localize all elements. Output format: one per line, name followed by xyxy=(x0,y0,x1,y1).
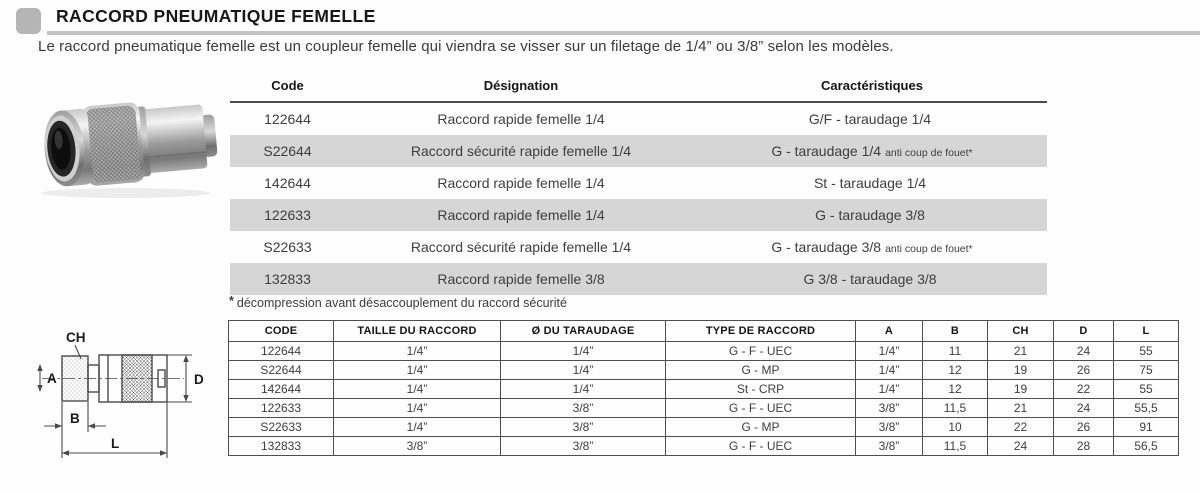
table-row xyxy=(229,361,1179,380)
table-row xyxy=(229,342,1179,361)
cell-caracteristiques xyxy=(697,271,1047,287)
col-d: D xyxy=(1054,321,1114,342)
column-header-designation: Désignation xyxy=(483,78,559,93)
products-table-header xyxy=(230,70,1047,103)
cell: S22644 xyxy=(229,361,334,380)
cell: 1/4” xyxy=(501,342,666,361)
cell: 132833 xyxy=(229,437,334,456)
cell-code: S22644 xyxy=(263,143,312,159)
cell: 24 xyxy=(988,437,1054,456)
cell: S22633 xyxy=(229,418,334,437)
label-ch: CH xyxy=(66,330,86,345)
cell: 142644 xyxy=(229,380,334,399)
cell: 91 xyxy=(1114,418,1179,437)
cell: 1/4” xyxy=(856,380,923,399)
cell: G - F - UEC xyxy=(666,399,856,418)
table-row xyxy=(229,380,1179,399)
col-ch: CH xyxy=(988,321,1054,342)
cell: 3/8” xyxy=(856,399,923,418)
carac-text: G - taraudage 3/8 xyxy=(771,239,882,255)
cell-designation: Raccord rapide femelle 1/4 xyxy=(437,175,605,191)
cell: G - F - UEC xyxy=(666,342,856,361)
table-row xyxy=(230,199,1047,231)
dimension-diagram xyxy=(18,326,223,471)
cell: 3/8” xyxy=(501,418,666,437)
page-title: RACCORD PNEUMATIQUE FEMELLE xyxy=(56,6,376,26)
footnote xyxy=(229,294,567,310)
cell-caracteristiques xyxy=(697,111,1047,127)
cell: 55,5 xyxy=(1114,399,1179,418)
carac-note: anti coup de fouet* xyxy=(885,243,973,255)
title-underline xyxy=(47,31,1200,35)
cell: G - MP xyxy=(666,361,856,380)
cell: 3/8” xyxy=(856,418,923,437)
cell: 1/4” xyxy=(334,399,501,418)
cell: 1/4” xyxy=(856,361,923,380)
cell: G - F - UEC xyxy=(666,437,856,456)
cell-designation: Raccord rapide femelle 3/8 xyxy=(437,271,605,287)
intro-text: Le raccord pneumatique femelle est un coupleur femelle qui viendra se visser sur un filetage de 1/4” ou 3/8” selon les modèles. xyxy=(38,38,894,55)
col-code: CODE xyxy=(229,321,334,342)
label-l: L xyxy=(111,436,120,451)
cell: 75 xyxy=(1114,361,1179,380)
cell: 11,5 xyxy=(923,399,988,418)
cell: 26 xyxy=(1054,361,1114,380)
section-marker-icon xyxy=(16,8,41,34)
footnote-text: décompression avant désaccouplement du raccord sécurité xyxy=(236,296,567,310)
cell: 55 xyxy=(1114,342,1179,361)
cell: 21 xyxy=(988,342,1054,361)
footnote-asterisk: * xyxy=(229,294,234,308)
carac-text: St - taraudage 1/4 xyxy=(813,175,927,191)
cell-caracteristiques xyxy=(697,143,1047,159)
products-table xyxy=(230,70,1047,295)
col-taraudage: Ø DU TARAUDAGE xyxy=(501,321,666,342)
label-a: A xyxy=(47,371,57,386)
cell: 12 xyxy=(923,380,988,399)
cell: 21 xyxy=(988,399,1054,418)
column-header-code: Code xyxy=(271,78,304,93)
column-header-caracteristiques: Caractéristiques xyxy=(821,78,923,93)
cell: G - MP xyxy=(666,418,856,437)
carac-text: G - taraudage 3/8 xyxy=(815,207,925,223)
table-row xyxy=(230,231,1047,263)
cell: 122644 xyxy=(229,342,334,361)
table-row xyxy=(229,418,1179,437)
carac-text: G 3/8 - taraudage 3/8 xyxy=(803,271,937,287)
cell: 1/4” xyxy=(334,380,501,399)
cell-caracteristiques xyxy=(697,175,1047,191)
carac-text: G/F - taraudage 1/4 xyxy=(808,111,932,127)
cell: 1/4” xyxy=(501,380,666,399)
col-l: L xyxy=(1114,321,1179,342)
cell-code: 132833 xyxy=(264,271,311,287)
table-row xyxy=(230,167,1047,199)
cell: St - CRP xyxy=(666,380,856,399)
cell: 3/8” xyxy=(334,437,501,456)
cell-code: S22633 xyxy=(263,239,312,255)
cell: 10 xyxy=(923,418,988,437)
cell: 55 xyxy=(1114,380,1179,399)
col-a: A xyxy=(856,321,923,342)
cell-designation: Raccord sécurité rapide femelle 1/4 xyxy=(410,143,632,159)
cell-caracteristiques xyxy=(697,239,1047,255)
cell: 3/8” xyxy=(856,437,923,456)
col-type: TYPE DE RACCORD xyxy=(666,321,856,342)
cell: 1/4” xyxy=(334,361,501,380)
cell: 1/4” xyxy=(856,342,923,361)
label-b: B xyxy=(70,411,80,426)
cell: 11,5 xyxy=(923,437,988,456)
table-row xyxy=(229,399,1179,418)
cell: 22 xyxy=(988,418,1054,437)
dimensions-table-header xyxy=(229,321,1179,342)
cell-code: 122644 xyxy=(264,111,311,127)
table-row xyxy=(230,103,1047,135)
cell: 122633 xyxy=(229,399,334,418)
cell: 1/4” xyxy=(501,361,666,380)
cell: 1/4” xyxy=(334,418,501,437)
cell-code: 122633 xyxy=(264,207,311,223)
carac-note: anti coup de fouet* xyxy=(885,147,973,159)
cell-designation: Raccord sécurité rapide femelle 1/4 xyxy=(410,239,632,255)
col-taille: TAILLE DU RACCORD xyxy=(334,321,501,342)
table-row xyxy=(230,135,1047,167)
cell: 24 xyxy=(1054,342,1114,361)
cell: 28 xyxy=(1054,437,1114,456)
table-row xyxy=(230,263,1047,295)
cell: 19 xyxy=(988,361,1054,380)
label-d: D xyxy=(194,372,204,387)
cell: 12 xyxy=(923,361,988,380)
cell: 1/4” xyxy=(334,342,501,361)
cell-code: 142644 xyxy=(264,175,311,191)
cell-designation: Raccord rapide femelle 1/4 xyxy=(437,111,605,127)
table-row xyxy=(229,437,1179,456)
cell: 11 xyxy=(923,342,988,361)
dimensions-table xyxy=(228,320,1179,456)
cell-caracteristiques xyxy=(697,207,1047,223)
product-photo xyxy=(26,86,226,200)
cell: 56,5 xyxy=(1114,437,1179,456)
cell: 22 xyxy=(1054,380,1114,399)
cell: 3/8” xyxy=(501,437,666,456)
cell: 24 xyxy=(1054,399,1114,418)
cell: 3/8” xyxy=(501,399,666,418)
cell-designation: Raccord rapide femelle 1/4 xyxy=(437,207,605,223)
carac-text: G - taraudage 1/4 xyxy=(771,143,882,159)
cell: 26 xyxy=(1054,418,1114,437)
cell: 19 xyxy=(988,380,1054,399)
col-b: B xyxy=(923,321,988,342)
